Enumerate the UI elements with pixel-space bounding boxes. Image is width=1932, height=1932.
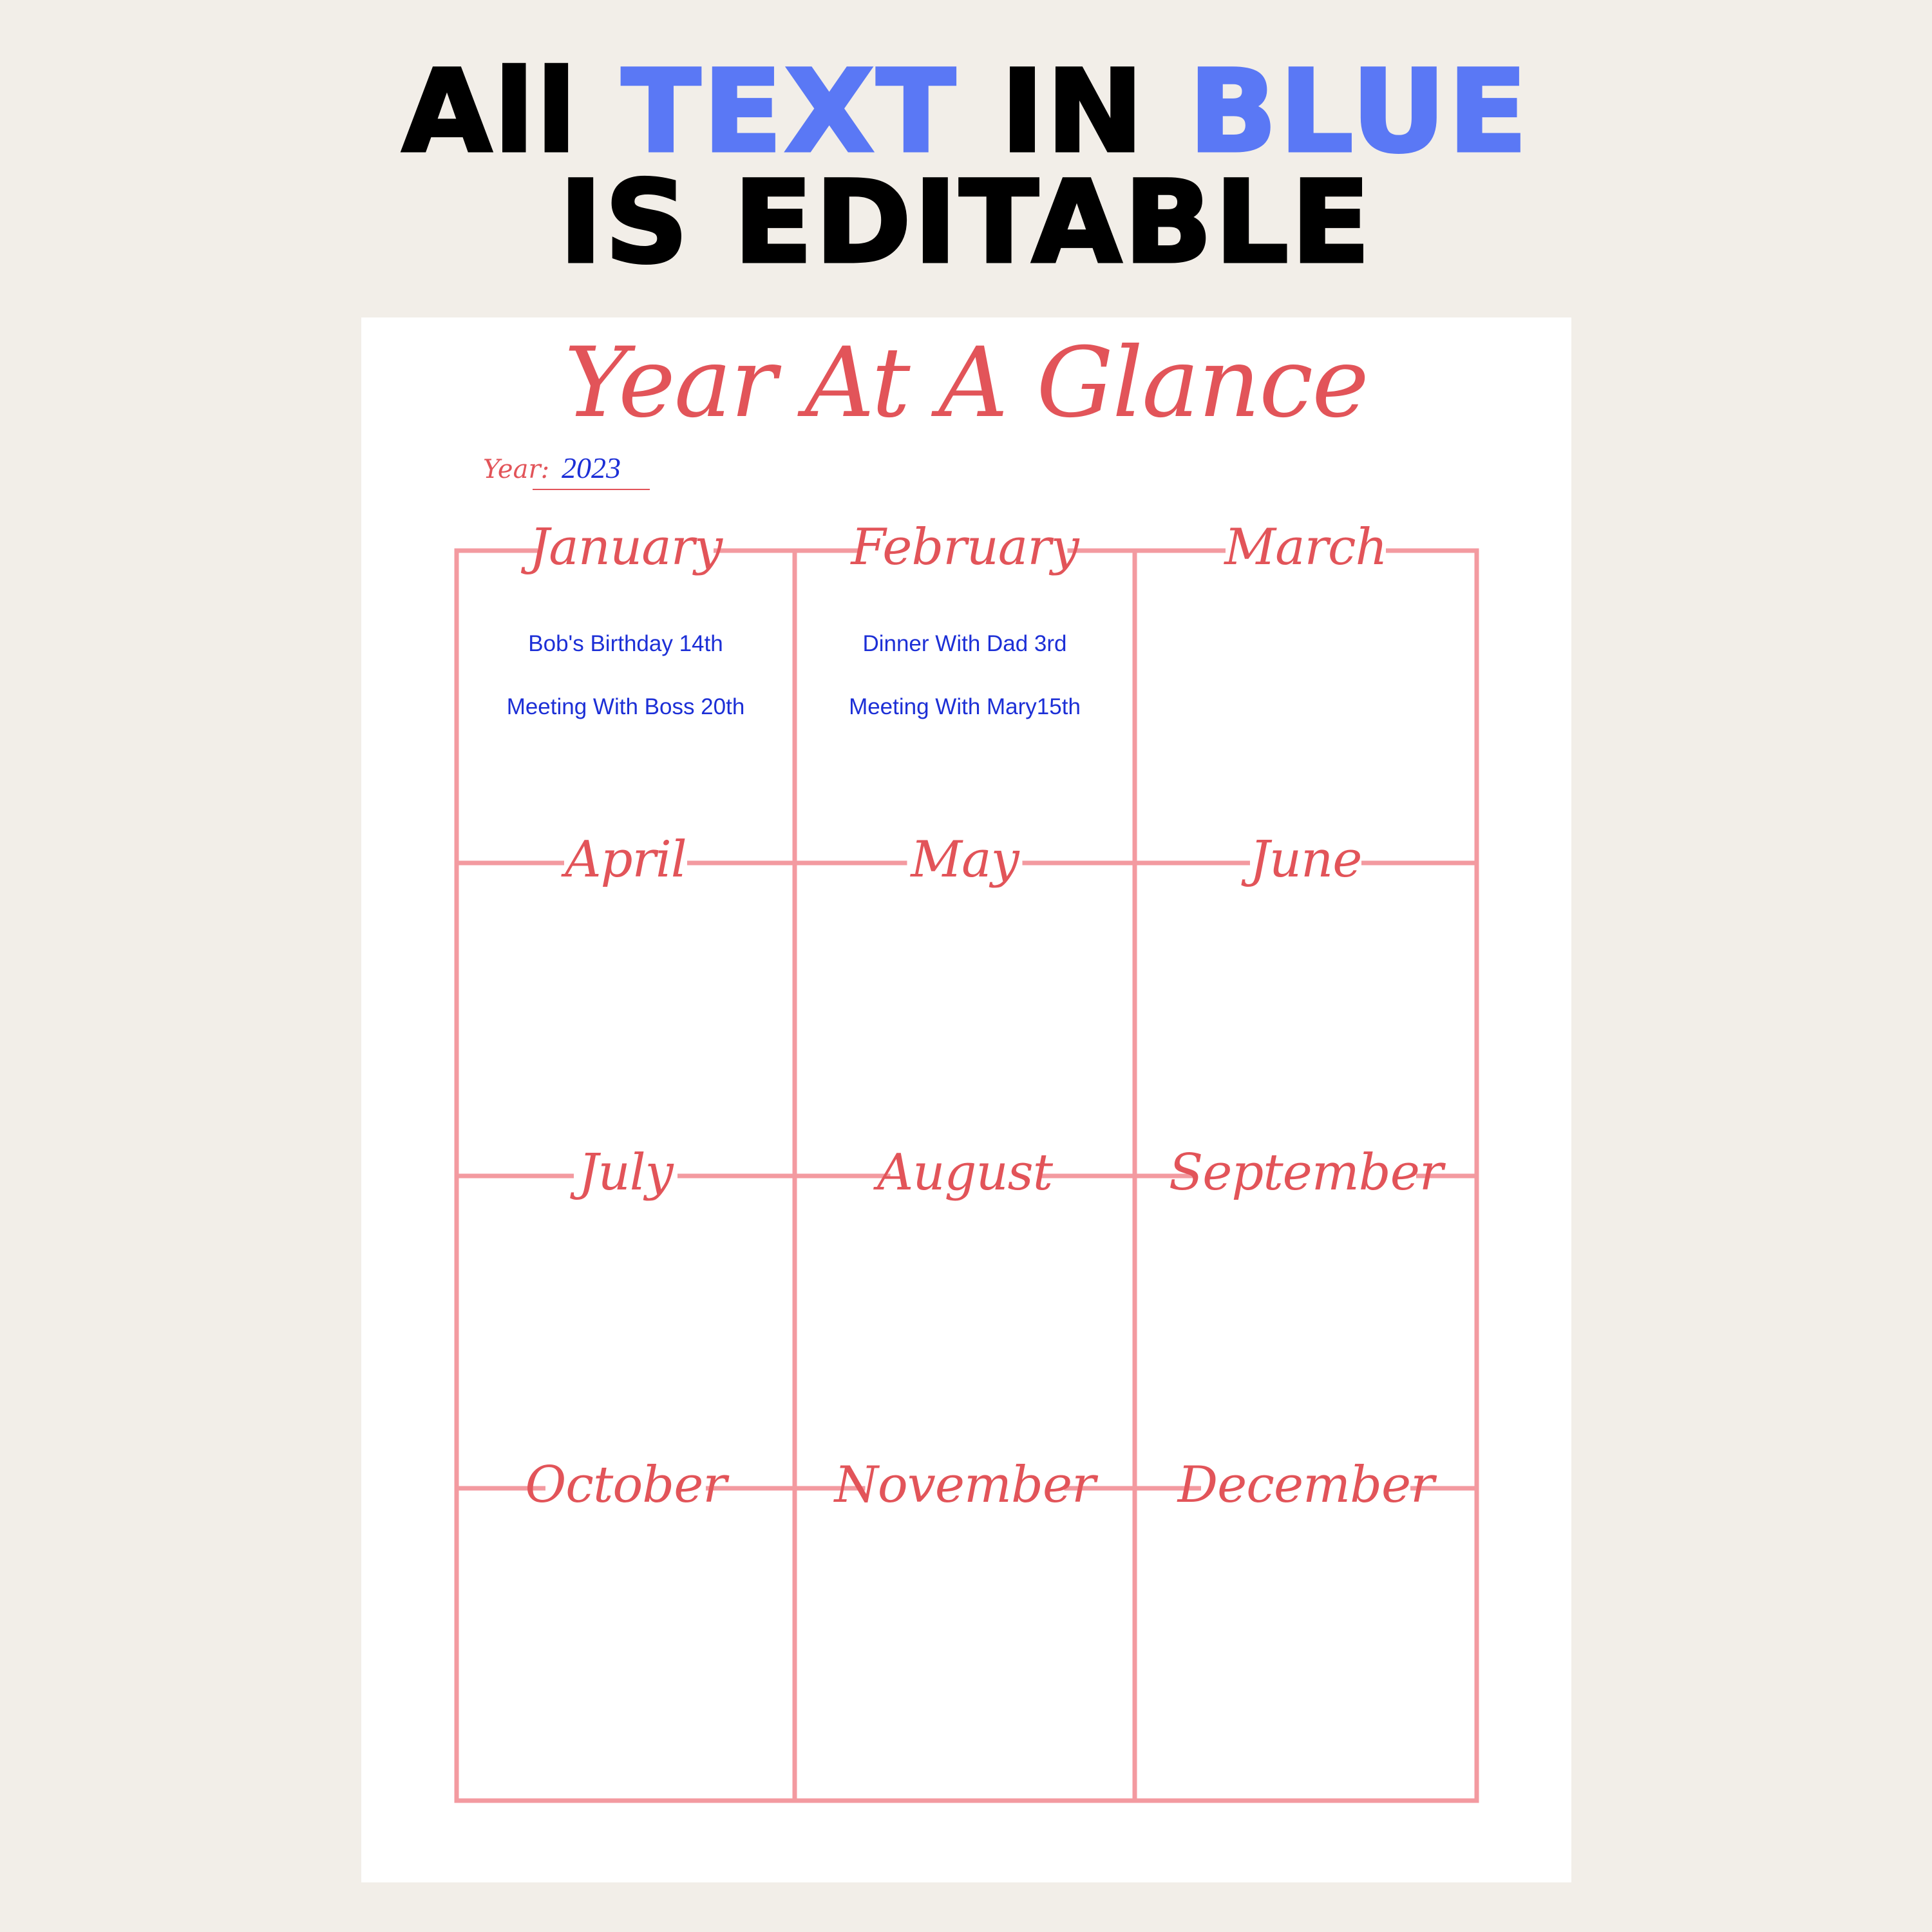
month-label-june: June [1249, 831, 1362, 889]
headline-word-text: TEXT [621, 46, 958, 178]
event-field[interactable]: Meeting With Mary15th [849, 694, 1081, 719]
month-label-may: May [911, 831, 1019, 889]
month-label-august: August [876, 1144, 1053, 1202]
event-field[interactable]: Meeting With Boss 20th [506, 694, 745, 719]
month-label-october: October [525, 1456, 726, 1514]
year-label: Year: [483, 455, 550, 484]
month-label-march: March [1224, 518, 1387, 576]
planner-title: Year At A Glance [564, 327, 1368, 439]
month-label-january: January [529, 518, 723, 576]
headline-line-2: IS EDITABLE [559, 156, 1373, 289]
headline-word-all: All [402, 46, 579, 178]
month-label-july: July [578, 1144, 673, 1202]
month-label-february: February [851, 518, 1079, 576]
headline-word-in: IN [1001, 46, 1146, 178]
year-field[interactable]: 2023 [533, 451, 650, 490]
month-label-november: November [834, 1456, 1095, 1514]
month-label-december: December [1177, 1456, 1434, 1514]
event-field[interactable]: Dinner With Dad 3rd [862, 631, 1067, 656]
month-label-april: April [565, 831, 687, 889]
headline-word-blue: BLUE [1188, 46, 1530, 178]
month-label-september: September [1168, 1144, 1443, 1202]
event-field[interactable]: Bob's Birthday 14th [528, 631, 723, 656]
